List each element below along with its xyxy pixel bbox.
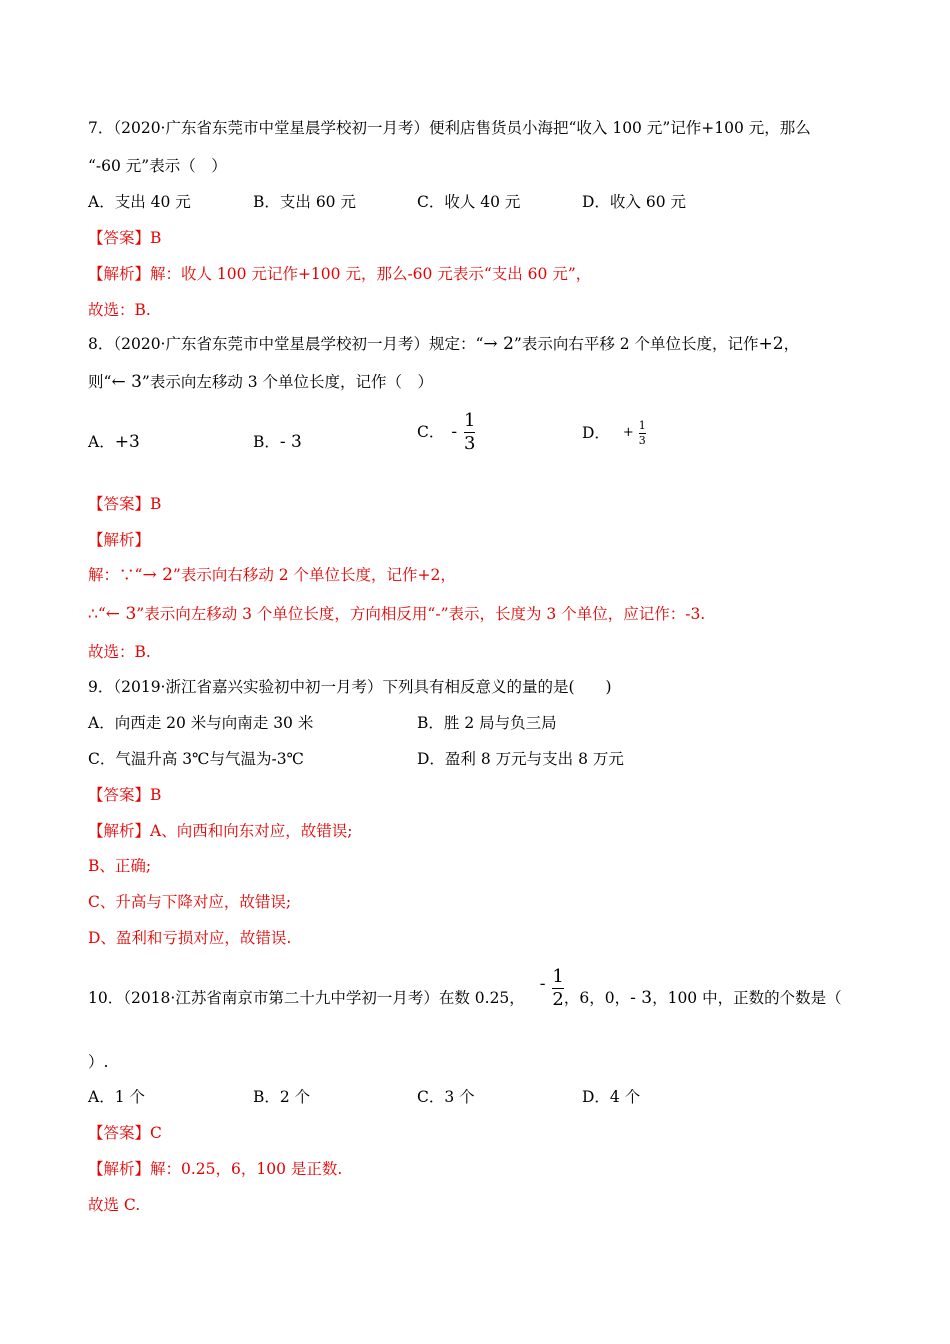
q8-sol2-a: ∴“ <box>88 605 106 623</box>
q10-stem-c: ，100 中，正数的个数是（ <box>652 989 842 1007</box>
q9-option-c: C．气温升高 3℃与气温为-3℃ <box>88 750 304 768</box>
q8-sol2-b: ”表示向左移动 3 个单位长度，方向相反用“-”表示，长度为 3 个单位，应记作：-3. <box>136 605 706 623</box>
q8-arrow-left: ← 3 <box>111 372 142 392</box>
q8-option-c-label: C． <box>417 423 445 441</box>
q10-conclusion: 故选 C. <box>88 1196 141 1214</box>
q8-option-a-value: +3 <box>114 432 140 452</box>
q9-line-b: B、正确; <box>88 857 152 875</box>
q8-analysis-head: 【解析】 <box>88 531 151 549</box>
q8-sol2-arrow: ← 3 <box>105 604 137 624</box>
q9-option-b: B．胜 2 局与负三局 <box>417 714 557 732</box>
q7-conclusion: 故选：B. <box>88 301 151 319</box>
q8-option-c-numerator: 1 <box>464 409 476 431</box>
q10-fraction-denominator: 2 <box>552 988 564 1010</box>
q8-option-c-denominator: 3 <box>464 432 476 454</box>
q8-solution-line1 <box>88 565 456 585</box>
q8-option-d-label: D． <box>582 424 610 442</box>
q9-stem: 9．（2019·浙江省嘉兴实验初中初一月考）下列具有相反意义的量的是( ) <box>88 678 612 696</box>
q7-stem-line1: 7．（2020·广东省东莞市中堂星晨学校初一月考）便利店售货员小海把“收入 100 元”记作+100 元，那么 <box>88 119 811 137</box>
q7-option-a: A．支出 40 元 <box>88 193 191 211</box>
q8-option-d-fraction <box>639 420 646 447</box>
q8-sol1-b: ”表示向右移动 2 个单位长度，记作+2， <box>172 566 456 584</box>
q8-option-d <box>582 412 646 453</box>
q10-fraction-numerator: 1 <box>552 965 564 987</box>
q8-conclusion: 故选：B. <box>88 643 151 661</box>
q8-option-b <box>253 432 302 452</box>
q10-neg3: - 3 <box>630 988 653 1008</box>
q10-stem-a: 10．（2018·江苏省南京市第二十九中学初一月考）在数 0.25， <box>88 989 525 1007</box>
q8-sol1-arrow: → 2 <box>142 565 173 585</box>
q7-option-c: C．收人 40 元 <box>417 193 521 211</box>
q8-option-d-denominator: 3 <box>638 433 646 447</box>
q8-option-c-fraction <box>464 411 475 454</box>
q8-option-a <box>88 432 140 452</box>
q8-option-c <box>417 408 475 455</box>
q8-sol1-a: 解：∵“ <box>88 566 143 584</box>
q9-line-c: C、升高与下降对应，故错误; <box>88 893 292 911</box>
q9-option-d: D．盈利 8 万元与支出 8 万元 <box>417 750 624 768</box>
q10-fraction <box>552 967 563 1010</box>
q9-option-a: A．向西走 20 米与向南走 30 米 <box>88 714 314 732</box>
q8-option-a-label: A． <box>88 433 115 451</box>
q9-answer: 【答案】B <box>88 786 162 804</box>
q10-fraction-sign: - <box>539 974 546 994</box>
q10-option-a: A．1 个 <box>88 1088 145 1106</box>
q8-stem-line1 <box>88 334 799 354</box>
q8-stem-line2 <box>88 372 433 392</box>
q8-stem-d: 则“ <box>88 373 112 391</box>
q10-answer: 【答案】C <box>88 1124 162 1142</box>
q10-stem-line2: ）. <box>88 1053 109 1071</box>
q10-stem-line1 <box>88 960 842 1035</box>
q7-answer: 【答案】B <box>88 229 162 247</box>
q8-option-d-numerator: 1 <box>638 418 646 432</box>
q8-stem-e: ”表示向左移动 3 个单位长度，记作（ ） <box>141 373 434 391</box>
q9-analysis: 【解析】A、向西和向东对应，故错误; <box>88 822 353 840</box>
q8-option-c-sign: - <box>451 422 458 442</box>
q7-option-b: B．支出 60 元 <box>253 193 356 211</box>
q10-option-c: C．3 个 <box>417 1088 475 1106</box>
q10-option-d: D．4 个 <box>582 1088 641 1106</box>
q8-option-b-value: - 3 <box>279 432 302 452</box>
q8-solution-line2 <box>88 604 705 624</box>
q7-stem-line2: “-60 元”表示（ ） <box>88 157 227 175</box>
q8-option-d-sign: + <box>622 425 634 440</box>
q8-stem-a: 8．（2020·广东省东莞市中堂星晨学校初一月考）规定：“ <box>88 335 484 353</box>
q8-option-b-label: B． <box>253 433 280 451</box>
q8-answer: 【答案】B <box>88 495 162 513</box>
q7-option-d: D．收入 60 元 <box>582 193 687 211</box>
q9-line-d: D、盈利和亏损对应，故错误. <box>88 929 292 947</box>
q8-plus2: +2 <box>758 334 784 354</box>
q8-stem-b: ”表示向右平移 2 个单位长度，记作 <box>513 335 759 353</box>
q8-stem-c: ， <box>783 335 800 353</box>
q8-arrow-right: → 2 <box>483 334 514 354</box>
q10-analysis: 【解析】解：0.25，6，100 是正数. <box>88 1160 343 1178</box>
q10-stem-b: ，6，0， <box>563 989 631 1007</box>
q10-option-b: B．2 个 <box>253 1088 311 1106</box>
q7-analysis: 【解析】解：收人 100 元记作+100 元，那么-60 元表示“支出 60 元”， <box>88 265 592 283</box>
